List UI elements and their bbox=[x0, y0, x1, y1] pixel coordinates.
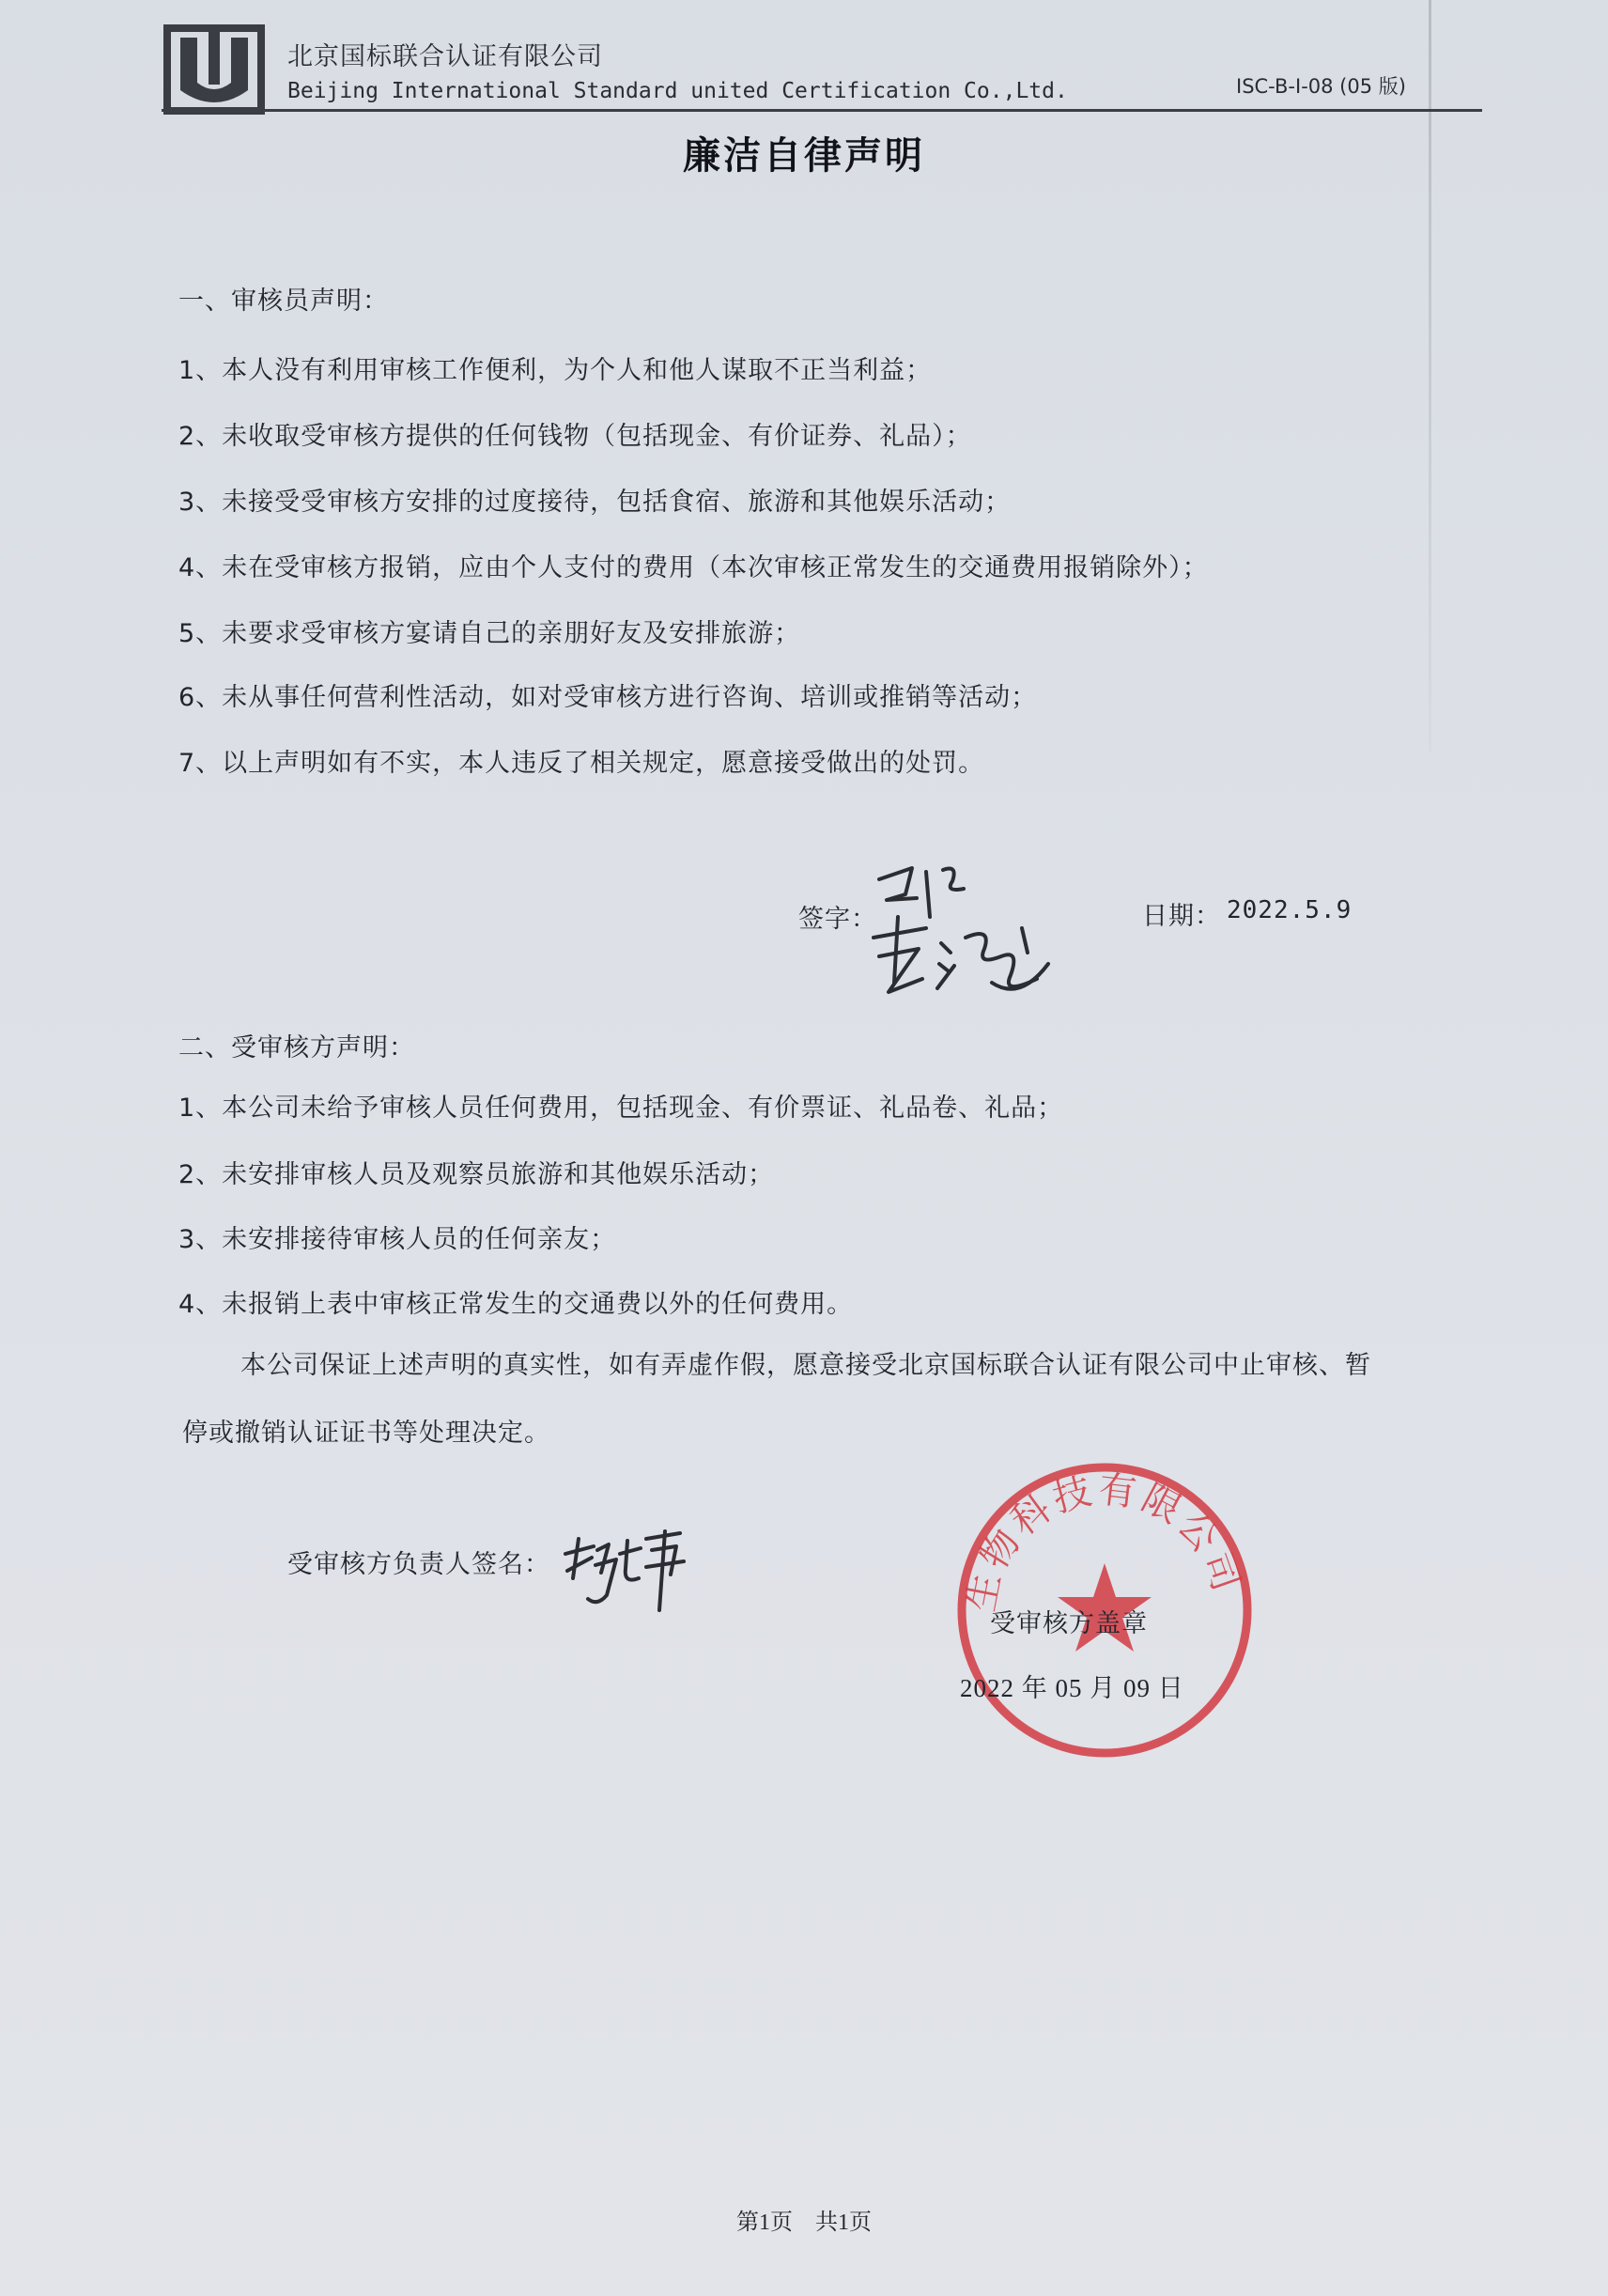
responsible-sign-label: 受审核方负责人签名： bbox=[287, 1550, 550, 1579]
section2-item-2: 2、未安排审核人员及观察员旅游和其他娱乐活动； bbox=[178, 1160, 775, 1189]
auditor-sign-label: 签字： bbox=[798, 905, 877, 934]
document-code: ISC-B-I-08 (05 版) bbox=[1236, 75, 1406, 98]
auditor-date-label: 日期： bbox=[1142, 902, 1221, 931]
header-divider bbox=[162, 109, 1482, 112]
auditor-date-value: 2022.5.9 bbox=[1227, 896, 1353, 924]
company-logo bbox=[163, 24, 265, 115]
section1-item-2: 2、未收取受审核方提供的任何钱物（包括现金、有价证券、礼品）； bbox=[178, 422, 972, 451]
company-name-cn: 北京国标联合认证有限公司 bbox=[287, 42, 603, 71]
section1-item-7: 7、以上声明如有不实，本人违反了相关规定，愿意接受做出的处罚。 bbox=[178, 749, 985, 778]
section2-item-3: 3、未安排接待审核人员的任何亲友； bbox=[178, 1225, 617, 1254]
seal-text: 生物科技有限公司 bbox=[959, 1467, 1249, 1615]
section1-item-5: 5、未要求受审核方宴请自己的亲朋好友及安排旅游； bbox=[178, 619, 801, 648]
stamp-label: 受审核方盖章 bbox=[990, 1609, 1148, 1638]
guarantee-line-1: 本公司保证上述声明的真实性，如有弄虚作假，愿意接受北京国标联合认证有限公司中止审核、暂 bbox=[240, 1351, 1371, 1380]
section1-item-3: 3、未接受受审核方安排的过度接待，包括食宿、旅游和其他娱乐活动； bbox=[178, 488, 1012, 517]
section1-item-4: 4、未在受审核方报销，应由个人支付的费用（本次审核正常发生的交通费用报销除外）； bbox=[178, 553, 1209, 582]
section2-item-4: 4、未报销上表中审核正常发生的交通费以外的任何费用。 bbox=[178, 1290, 854, 1319]
document-title: 廉洁自律声明 bbox=[683, 134, 925, 178]
company-name-en: Beijing International Standard united Certification Co.,Ltd. bbox=[287, 79, 1068, 103]
section1-heading: 一、审核员声明： bbox=[178, 287, 389, 316]
page-footer: 第1页 共1页 bbox=[736, 2211, 872, 2235]
stamp-date: 2022 年 05 月 09 日 bbox=[960, 1674, 1184, 1702]
auditor-signature bbox=[860, 851, 1067, 1011]
section1-item-1: 1、本人没有利用审核工作便利，为个人和他人谋取不正当利益； bbox=[178, 356, 933, 385]
section2-heading: 二、受审核方声明： bbox=[178, 1033, 415, 1063]
section1-item-6: 6、未从事任何营利性活动，如对受审核方进行咨询、培训或推销等活动； bbox=[178, 683, 1038, 712]
section2-item-1: 1、本公司未给予审核人员任何费用，包括现金、有价票证、礼品卷、礼品； bbox=[178, 1094, 1064, 1123]
paper-fold-shadow bbox=[1429, 0, 1431, 752]
guarantee-line-2: 停或撤销认证证书等处理决定。 bbox=[182, 1419, 550, 1448]
responsible-signature bbox=[560, 1513, 691, 1616]
